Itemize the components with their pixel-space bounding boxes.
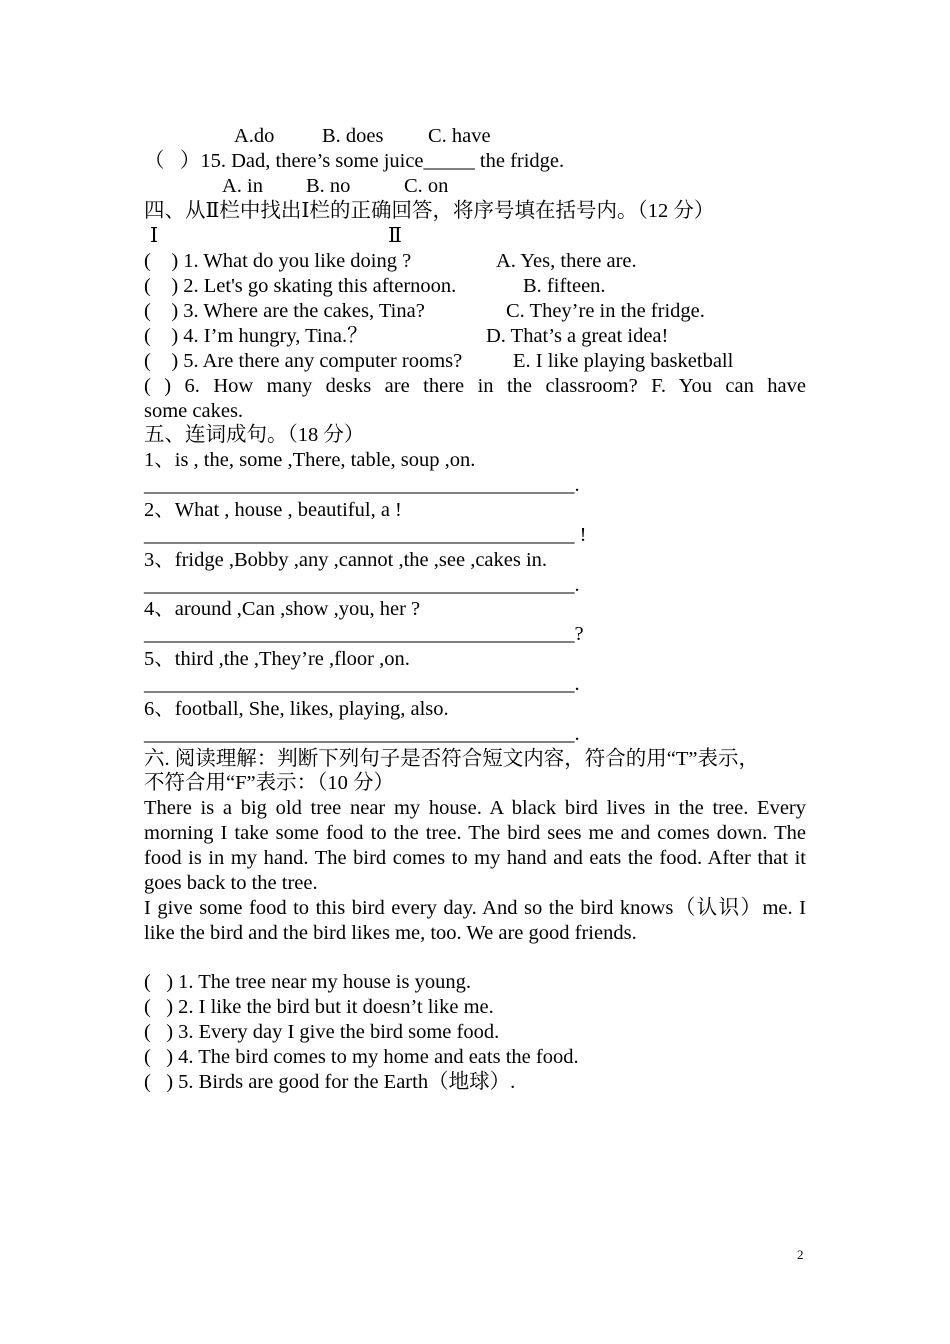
section5-prompt: 4、around ,Can ,show ,you, her ? xyxy=(144,598,421,620)
q14-option-a: A.do xyxy=(234,125,275,147)
section6-title: 六. 阅读理解：判断下列句子是否符合短文内容，符合的用“T”表示， xyxy=(144,748,759,770)
section4-answer: B. fifteen. xyxy=(523,275,606,297)
section4-answer: A. Yes, there are. xyxy=(496,250,637,272)
section5-answer-line: __________________________________________. xyxy=(144,673,580,695)
section5-prompt: 6、football, She, likes, playing, also. xyxy=(144,698,449,720)
section4-question: ( ) 2. Let's go skating this afternoon. xyxy=(144,275,457,297)
q15-option-a: A. in xyxy=(222,175,263,197)
section5-prompt: 5、third ,the ,They’re ,floor ,on. xyxy=(144,648,410,670)
section4-answer: E. I like playing basketball xyxy=(513,350,734,372)
true-false-statement: ( ) 3. Every day I give the bird some food. xyxy=(144,1021,500,1043)
reading-passage-paragraph-1: There is a big old tree near my house. A black bird lives in the tree. Every morning I take some food to the tree. The bird sees me and comes down. The food is in my hand. The bird comes to my hand and eats the food. After that it goes back to the tree. xyxy=(144,797,806,894)
section5-answer-line: __________________________________________ ! xyxy=(144,524,587,546)
section4-question: ( ) 5. Are there any computer rooms? xyxy=(144,350,463,372)
section5-prompt: 2、What , house , beautiful, a ! xyxy=(144,499,402,521)
section5-prompt: 1、is , the, some ,There, table, soup ,on. xyxy=(144,449,476,471)
section5-prompt: 3、fridge ,Bobby ,any ,cannot ,the ,see ,cakes in. xyxy=(144,549,548,571)
q14-option-b: B. does xyxy=(322,125,384,147)
q15-option-b: B. no xyxy=(306,175,351,197)
section4-title: 四、从Ⅱ栏中找出Ⅰ栏的正确回答，将序号填在括号内。（12 分） xyxy=(144,200,715,222)
section4-question: ( ) 1. What do you like doing ? xyxy=(144,250,412,272)
section6-title-continued: 不符合用“F”表示：（10 分） xyxy=(144,772,394,794)
section4-answer: C. They’re in the fridge. xyxy=(506,300,705,322)
section5-answer-line: __________________________________________? xyxy=(144,623,584,645)
section5-answer-line: __________________________________________. xyxy=(144,574,580,596)
q15-option-c: C. on xyxy=(404,175,449,197)
section5-title: 五、连词成句。（18 分） xyxy=(144,424,365,446)
q14-option-c: C. have xyxy=(428,125,491,147)
section4-question: ( ) 3. Where are the cakes, Tina? xyxy=(144,300,425,322)
q15-question: （ ）15. Dad, there’s some juice_____ the fridge. xyxy=(144,150,565,172)
true-false-statement: ( ) 1. The tree near my house is young. xyxy=(144,971,471,993)
section5-answer-line: __________________________________________. xyxy=(144,474,580,496)
section5-answer-line: __________________________________________. xyxy=(144,723,580,745)
section4-column2-header: Ⅱ xyxy=(388,225,402,247)
section4-question: ( ) 4. I’m hungry, Tina.？ xyxy=(144,325,368,347)
reading-passage-paragraph-2: I give some food to this bird every day. And so the bird knows（认识）me. I like the bird and the bird likes me, too. We are good friends. xyxy=(144,897,806,944)
true-false-statement: ( ) 2. I like the bird but it doesn’t like me. xyxy=(144,996,494,1018)
section4-question-6-continued: some cakes. xyxy=(144,400,244,422)
page-number: 2 xyxy=(797,1247,804,1262)
section4-answer: D. That’s a great idea! xyxy=(486,325,669,347)
true-false-statement: ( ) 4. The bird comes to my home and eats the food. xyxy=(144,1046,579,1068)
true-false-statement: ( ) 5. Birds are good for the Earth（地球）. xyxy=(144,1071,516,1093)
section4-question-6: ( ) 6. How many desks are there in the classroom? F. You can have xyxy=(144,375,806,397)
section4-column1-header: Ⅰ xyxy=(150,225,159,247)
